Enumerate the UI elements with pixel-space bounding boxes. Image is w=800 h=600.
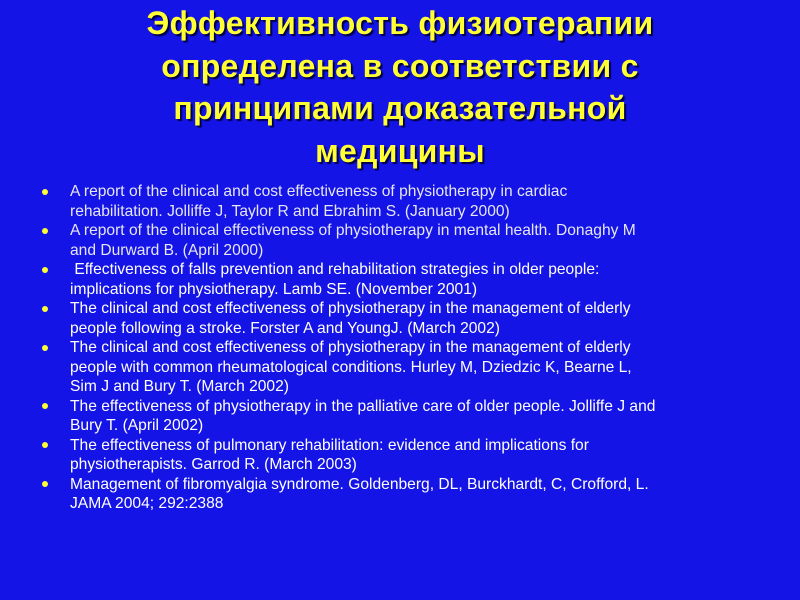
reference-item [40, 436, 775, 475]
bullet-marker-icon [42, 345, 48, 351]
reference-text-line: people following a stroke. Forster A and YoungJ. (March 2002) [70, 319, 500, 337]
reference-text-line: A report of the clinical and cost effectiveness of physiotherapy in cardiac [70, 183, 568, 200]
reference-text-line: people with common rheumatological conditions. Hurley M, Dziedzic K, Bearne L, [70, 358, 632, 376]
reference-item [40, 475, 775, 514]
reference-item [40, 299, 775, 338]
reference-text-line: and Durward B. (April 2000) [70, 241, 264, 259]
bullet-marker-icon [42, 228, 48, 234]
slide-title [40, 2, 760, 172]
reference-text-line: Sim J and Bury T. (March 2002) [70, 378, 289, 395]
reference-text-line: The effectiveness of pulmonary rehabilitation: evidence and implications for [70, 436, 589, 454]
bullet-marker-icon [42, 267, 48, 273]
reference-text-line: The effectiveness of physiotherapy in the palliative care of older people. Jolliffe J and [70, 397, 656, 415]
reference-text-line: rehabilitation. Jolliffe J, Taylor R and Ebrahim S. (January 2000) [70, 202, 510, 220]
reference-list [40, 182, 775, 514]
reference-item [40, 182, 775, 221]
reference-text-line: Management of fibromyalgia syndrome. Goldenberg, DL, Burckhardt, C, Crofford, L. [70, 475, 649, 493]
slide-title-line: медицины [315, 132, 485, 169]
reference-text-line: Bury T. (April 2002) [70, 417, 204, 434]
reference-item [40, 397, 775, 436]
reference-text-line: implications for physiotherapy. Lamb SE. (November 2001) [70, 280, 478, 298]
reference-text-line: The clinical and cost effectiveness of physiotherapy in the management of elderly [70, 339, 631, 356]
slide-title-line: принципами доказательной [173, 90, 627, 126]
reference-text-line: physiotherapists. Garrod R. (March 2003) [70, 456, 357, 473]
bullet-marker-icon [42, 306, 48, 312]
bullet-marker-icon [42, 442, 48, 448]
bullet-marker-icon [42, 189, 48, 195]
reference-text-line: A report of the clinical effectiveness of physiotherapy in mental health. Donaghy M [70, 222, 636, 239]
bullet-marker-icon [42, 403, 48, 409]
reference-text-line: Effectiveness of falls prevention and rehabilitation strategies in older people: [70, 261, 600, 278]
reference-text-line: The clinical and cost effectiveness of physiotherapy in the management of elderly [70, 300, 631, 317]
reference-item [40, 338, 775, 397]
bullet-marker-icon [42, 481, 48, 487]
slide-title-line: определена в соответствии с [161, 47, 639, 84]
reference-item [40, 260, 775, 299]
reference-item [40, 221, 775, 260]
reference-text-line: JAMA 2004; 292:2388 [70, 495, 224, 512]
slide-title-line: Эффективность физиотерапии [146, 5, 654, 41]
